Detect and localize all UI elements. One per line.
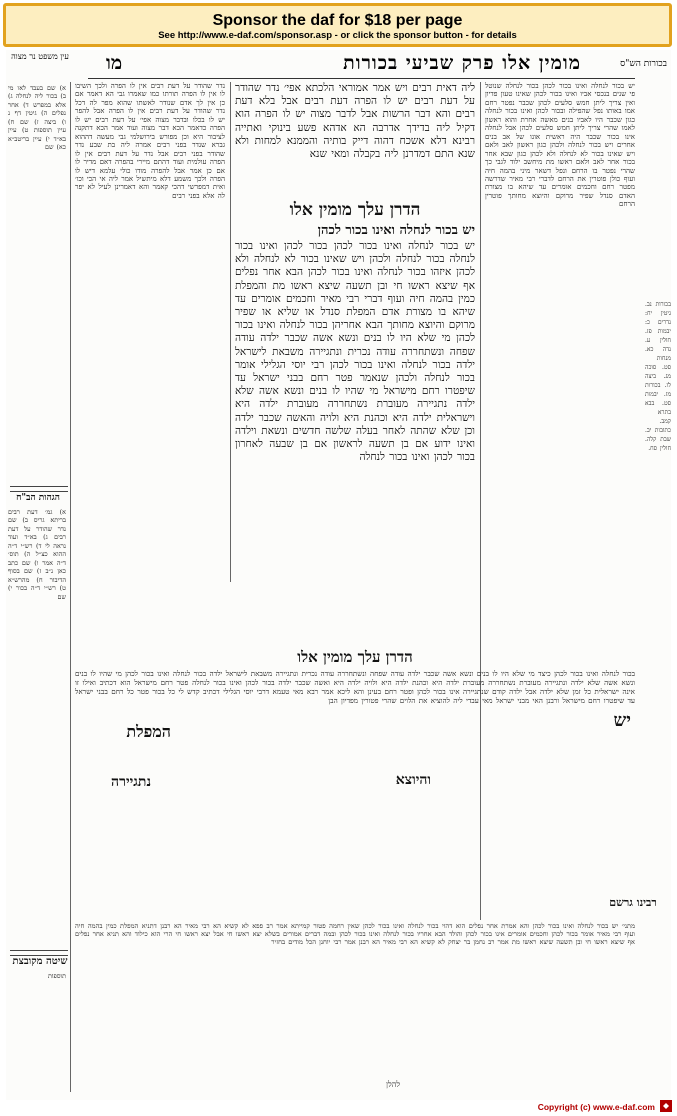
rabbeinu-gershom-heading: רבינו גרשם <box>609 896 657 909</box>
page-header <box>6 52 671 74</box>
header-rule <box>88 78 635 79</box>
sponsor-headline[interactable]: Sponsor the daf for $18 per page <box>212 12 463 29</box>
gemara-lower-text: בכור לנחלה ואינו בכור לכהן כיצד מי שלא היו לו בנים ונשא אשה שכבר ילדה עודה שפחה ונשתחררה עודה נכרית ונתגיירה משבאת לישראל ילדה בכור לנחלה ואינו בכור לכהן מי שהיו לו בנים ונשא אשה שלא ילדה ונתגיירה מעוברת נשתחררה מעוברת ילדה היא וכהנת ילדה היא ולויה ילדה היא ואשה שכבר ילדה בכור לכהן ואינו בכור לנחלה פטר רחם מישראל הוא דכתיב ואילו זו אינה ישראלית כל זמן שלא ילדה אבל ילדה קודם שנתגיירה אינו בכור לכהן ופטר רחם בעינן והא ליכא אמר רבא מאי טעמא דרבי יוסי הגלילי דכתיב קדש לי כל בכור פטר כל רחם בבני ישראל עד שיפטרו רחם מישראל ורבנן האי מבני ישראל מאי עבדי ליה להוציא את הלוים שהרי פטורין מפדיון הבן <box>75 670 635 705</box>
bottom-commentary: מתני׳ יש בכור לנחלה ואינו בכור לכהן והא אמרת אחר נפלים הוא דהוי בכור לנחלה ואינו בכור לכהן שאין רחמה פטור קמייתא אמר רב פפא לא קשיא הא רבי מאיר הא רבנן דתניא המפלת כמין בהמה חיה ועוף רבי מאיר אומר בכור לכהן וחכמים אומרים אינו בכור לכהן והולד הבא אחריו בכור לנחלה ואינו בכור לכהן ובמה דברים אמורים בשלא יצא ראשו חי אבל יצא ראשו חי הרי הוא כילוד והא תניא אחר נפלים אף שיצא ראשו חי ובן תשעה שיצא ראשו מת אמר רב נחמן בר יצחק לא קשיא הא רבי מאיר הא רבנן אמר רבי יוחנן הכל מודים בחזיר <box>75 922 635 947</box>
rashi-commentary: יש בכור לנחלה ואינו בכור לכהן בכור לנחלה שנוטל פי שנים בנכסי אביו ואינו בכור לכהן שאינו טעון פדיון ואין צריך ליתן חמש סלעים לכהן שכבר נפטר רחם אמו באותו נפל שהפילה ובכור לכהן ואינו בכור לנחלה כגון שכבר היו לאביו בנים מאשה אחרת והוא ראשון לאמו שהרי צריך ליתן חמש סלעים לכהן אבל לנחלה אינו בכור שכבר היה ראשית אונו של אב בנים אחרים ויש בכור לנחלה ולכהן כגון ראשון לאב ולאם ויש שאינו בכור לא לנחלה ולא לכהן כגון שבא אחר בכור אחר לאב ולאם ראשו מת מיחשב ילוד לגבי כך שהרי נפטר בו הרחם ונפל דשאר מיני בהמה חיה ועוף כולן פוטרין את הרחם לדברי רבי מאיר שדרשה מפטר רחם וחכמים אומרים עד שיהא בו מצורת האדם סנדל שפיר מרוקם והיוצא מחותך פוטרין הרחם <box>485 82 635 209</box>
sponsor-details-link[interactable]: See http://www.e-daf.com/sponsor.asp - or click the sponsor button - for details <box>158 30 517 41</box>
copyright-notice: Copyright (c) www.e-daf.com <box>537 1102 655 1112</box>
ein-mishpat-notes: א) שם בעבד לאו מי ב) בכור ליה לנחלה ג) אלא במפרש ד) אחר נפלים ה) גיטין דף נ ו) ביצה ז) שם ח) עיין תוספות ט) עיין בא״ד י) עיין בריטב״א כא) שם <box>8 84 66 152</box>
hadran-heading: הדרן עלך מומין אלו <box>289 200 421 220</box>
shita-mekubetzet-heading: שיטה מקובצת <box>12 956 68 967</box>
hadran-heading-2: הדרן עלך מומין אלו <box>297 648 413 666</box>
shita-mekubetzet-text: תוספות <box>47 972 66 980</box>
talmud-page <box>6 50 671 1100</box>
column-divider <box>230 82 231 582</box>
footer-label: להלן <box>386 1080 401 1089</box>
ein-mishpat-heading: עין משפט נר מצוה <box>11 52 69 61</box>
mishnah-text: יש בכור לנחלה ואינו בכור לכהן בכור לכהן ואינו בכור לנחלה בכור לנחלה ולכהן ויש שאינו בכור לא לנחלה ולא לכהן איזהו בכור לנחלה ואינו בכור לכהן הבא אחר נפלים אף שיצא ראשו חי ובן תשעה שיצא ראשו מת והמפלת כמין בהמה חיה ועוף דברי רבי מאיר וחכמים אומרים עד שיהא בו מצורת אדם המפלת סנדל או שליא או שפיר מרוקם והיוצא מחותך הבא אחריהן בכור לנחלה ואינו בכור לכהן מי שלא היו לו בנים ונשא אשה שכבר ילדה עודה שפחה ונשתחררה עודה נכרית ונתגיירה משבאת לישראל ילדה בכור לנחלה ואינו בכור לכהן רבי יוסי הגלילי אומר בכור לנחלה ולכהן שנאמר פטר רחם בבני ישראל עד שיפטרו רחם מישראל מי שהיו לו בנים ונשא אשה שלא ילדה נתגיירה מעוברת נשתחררה מעוברת ילדה היא וישראלית ילדה היא וכהנת היא ולויה והאשה שכבר ילדה וכן שלא שהתה לאחר בעלה שלשה חדשים ונשאת וילדה ואינו ידוע אם בן תשעה לראשון אם בן שבעה לאחרון בכור לכהן ואינו בכור לנחלה <box>235 240 475 464</box>
folio-number: מו <box>106 52 123 74</box>
running-title: מומין אלו פרק שביעי בכורות <box>343 52 581 74</box>
sponsor-banner[interactable] <box>3 3 672 47</box>
word-hamapelet: המפלת <box>126 722 171 741</box>
word-nitgayra: נתגיירה <box>111 774 151 790</box>
tosafot-commentary: נדר שהודר על דעת רבים אין לו הפרה ולכך השיבו לו אין לו הפרה תורתו כמו שאמרו גבי הא דאמר אם כן אין לך אדם שנודר לאשתו שהוא מפר לה דכל נדר שהודר על דעת רבים אין לו הפרה אבל להפר יש לו בכלו ובדבר מצוה אפי׳ על דעת רבים יש לו הפרה כדאמר הכא דבר מצוה ועוד אמר הכא דתקנה לציבור היא וכן מפורש בירושלמי גבי מעשה דההוא גברא שנדר בפני רבים אמרה ליה בת שבע נדר שהודר בפני רבים אבל נדר על דעת רבים אין לו הפרה עולמית ועוד דהתם מיירי בהפרה דאם מדיר לו אם כן אמר אבל להפרה מודו כולי עלמא דיש לו הפרה ולכך משמע דלא מיתשיל אמר ליה אי הכי וכו׳ ואית דמפרשי דהכי קאמר והא דאמרינן לעיל לא יפר לה אלא בפני רבים <box>75 82 225 200</box>
outer-margin-notes: בכורות נב. גיטין יח: נדרים כ: יבמות פז. חולין ע. נדה כא. מנחות סט. סוכה מג. ביצה לו. בכורות מז. יבמות סט. בבא בתרא קמב. כתובות יב. שבת קלה. חולין סח. <box>645 301 671 452</box>
edition-label: בכורות הש"ס <box>620 59 667 69</box>
glosses-heading: הגהות הב"ח <box>16 493 60 503</box>
mishnah-opening: יש בכור לנחלה ואינו בכור לכהן <box>317 223 475 238</box>
glosses-text: א) גמ׳ דעת רבים בריתא גריס ב) שם נדר שהודר על דעת רבים ג) בא״ד ועוד נראה לי ד) רש״י ד״ה ההוא כצ״ל ה) תוס׳ ד״ה אמר ו) שם כתב כאן נ״ב ז) שם בסוף הדיבור ח) מהרש״א ט) רש״י ד״ה בכור י) שם <box>8 508 66 601</box>
gemara-top-text: ליה דאית רבים ויש אמר אמוראי הלכתא אפי׳ נדר שהודר על דעת רבים יש לו הפרה דעת רבים אבל בלא דעת רבים והא דבר הרשות אבל לדבר מצוה יש לו הפרה הוא דקיל ליה בדידך אדרבה הא אדהא פשע בינוקי ואתייה רבינא דלא אשכח דהוה דייק בותיה והממנא למחות ולא שנא התם דמדרנן ליה בקבלה ומאי שנא <box>235 82 475 161</box>
sponsor-icon[interactable] <box>659 1099 673 1113</box>
word-yesh: יש <box>613 710 631 731</box>
column-divider <box>70 82 71 1092</box>
word-vehayotze: והיוצא <box>395 772 431 788</box>
